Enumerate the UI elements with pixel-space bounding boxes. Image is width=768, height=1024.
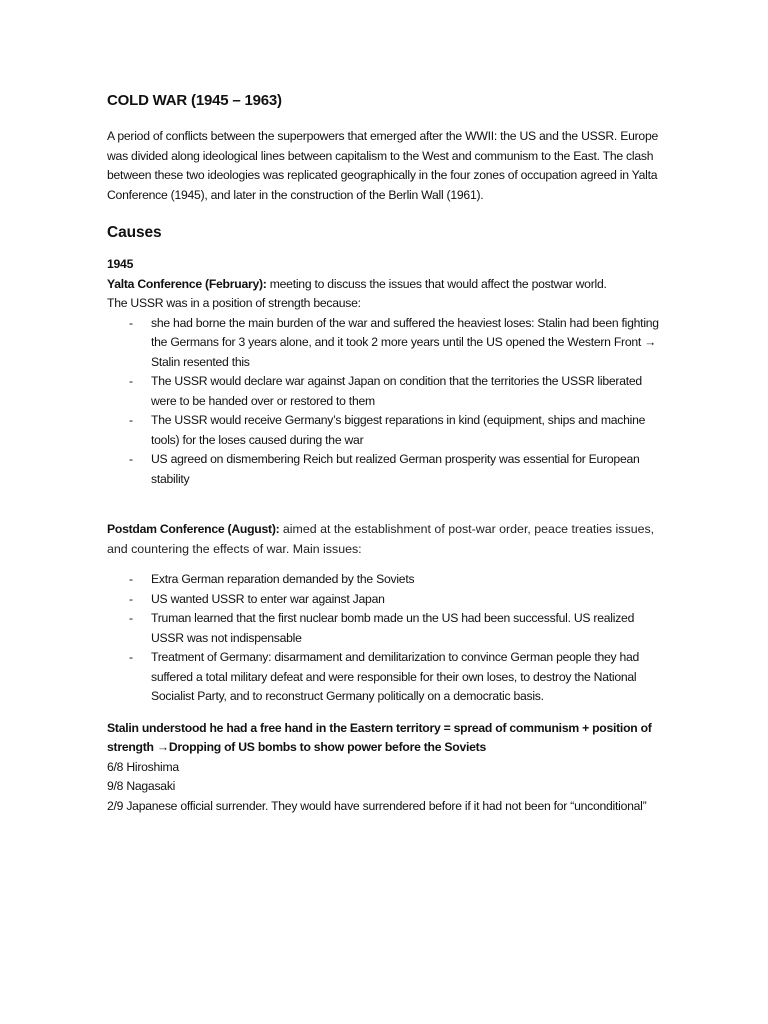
year-heading: 1945 bbox=[107, 257, 134, 271]
yalta-text: meeting to discuss the issues that would affect the postwar world. bbox=[266, 276, 607, 291]
document-page bbox=[107, 90, 667, 816]
causes-heading: Causes bbox=[107, 224, 162, 241]
potsdam-text: the establishment of post-war order, peace treaties issues, and countering the effects of war. Main issues: bbox=[107, 522, 655, 556]
list-item: - The USSR would declare war against Japan on condition that the territories the USSR liberated were to be handed over or restored to them bbox=[107, 372, 667, 411]
potsdam-aimed: aimed at bbox=[279, 522, 331, 536]
date-line: 2/9 Japanese official surrender. They would have surrendered before if it had not been for “unconditional” bbox=[107, 798, 647, 813]
dates-list bbox=[107, 758, 667, 817]
yalta-paragraph bbox=[107, 275, 667, 314]
list-item: - The USSR would receive Germany’s biggest reparations in kind (equipment, ships and machine tools) for the loses caused during the war bbox=[107, 411, 667, 450]
list-item: - US agreed on dismembering Reich but realized German prosperity was essential for European stability bbox=[107, 450, 667, 489]
spacer bbox=[107, 489, 667, 520]
yalta-label: Yalta Conference (February): bbox=[107, 276, 267, 291]
potsdam-paragraph bbox=[107, 520, 667, 559]
list-item: - Treatment of Germany: disarmament and demilitarization to convince German people they had suffered a total military defeat and were responsible for their own loses, to destroy the National Socialist Party, and to reconstruct Germany politically on a democratic basis. bbox=[107, 648, 667, 707]
list-item: - Truman learned that the first nuclear bomb made un the US had been successful. US realized USSR was not indispensable bbox=[107, 609, 667, 648]
list-item: - she had borne the main burden of the war and suffered the heaviest loses: Stalin had been fighting the Germans for 3 years alone, and it took 2 more years until the US opened the Western Front → Stalin resented this bbox=[107, 314, 667, 373]
stalin-paragraph: Stalin understood he had a free hand in the Eastern territory = spread of communism + position of strength →Dropping of US bombs to show power before the Soviets bbox=[107, 720, 652, 754]
intro-paragraph: A period of conflicts between the superpowers that emerged after the WWII: the US and the USSR. Europe was divided along ideological lines between capitalism to the West and communism to the East. The clash between these two ideologies was replicated geographically in the four zones of occupation agreed in Yalta Conference (1945), and later in the construction of the Berlin Wall (1961). bbox=[107, 129, 659, 202]
yalta-text-2: The USSR was in a position of strength because: bbox=[107, 296, 361, 310]
potsdam-label: Postdam Conference (August): bbox=[107, 522, 280, 536]
list-item: - US wanted USSR to enter war against Japan bbox=[107, 590, 667, 610]
date-line: 9/8 Nagasaki bbox=[107, 779, 176, 793]
potsdam-list bbox=[107, 570, 667, 707]
list-item: - Extra German reparation demanded by the Soviets bbox=[107, 570, 667, 590]
page-title: COLD WAR (1945 – 1963) bbox=[107, 92, 282, 109]
date-line: 6/8 Hiroshima bbox=[107, 759, 179, 774]
yalta-list bbox=[107, 314, 667, 490]
